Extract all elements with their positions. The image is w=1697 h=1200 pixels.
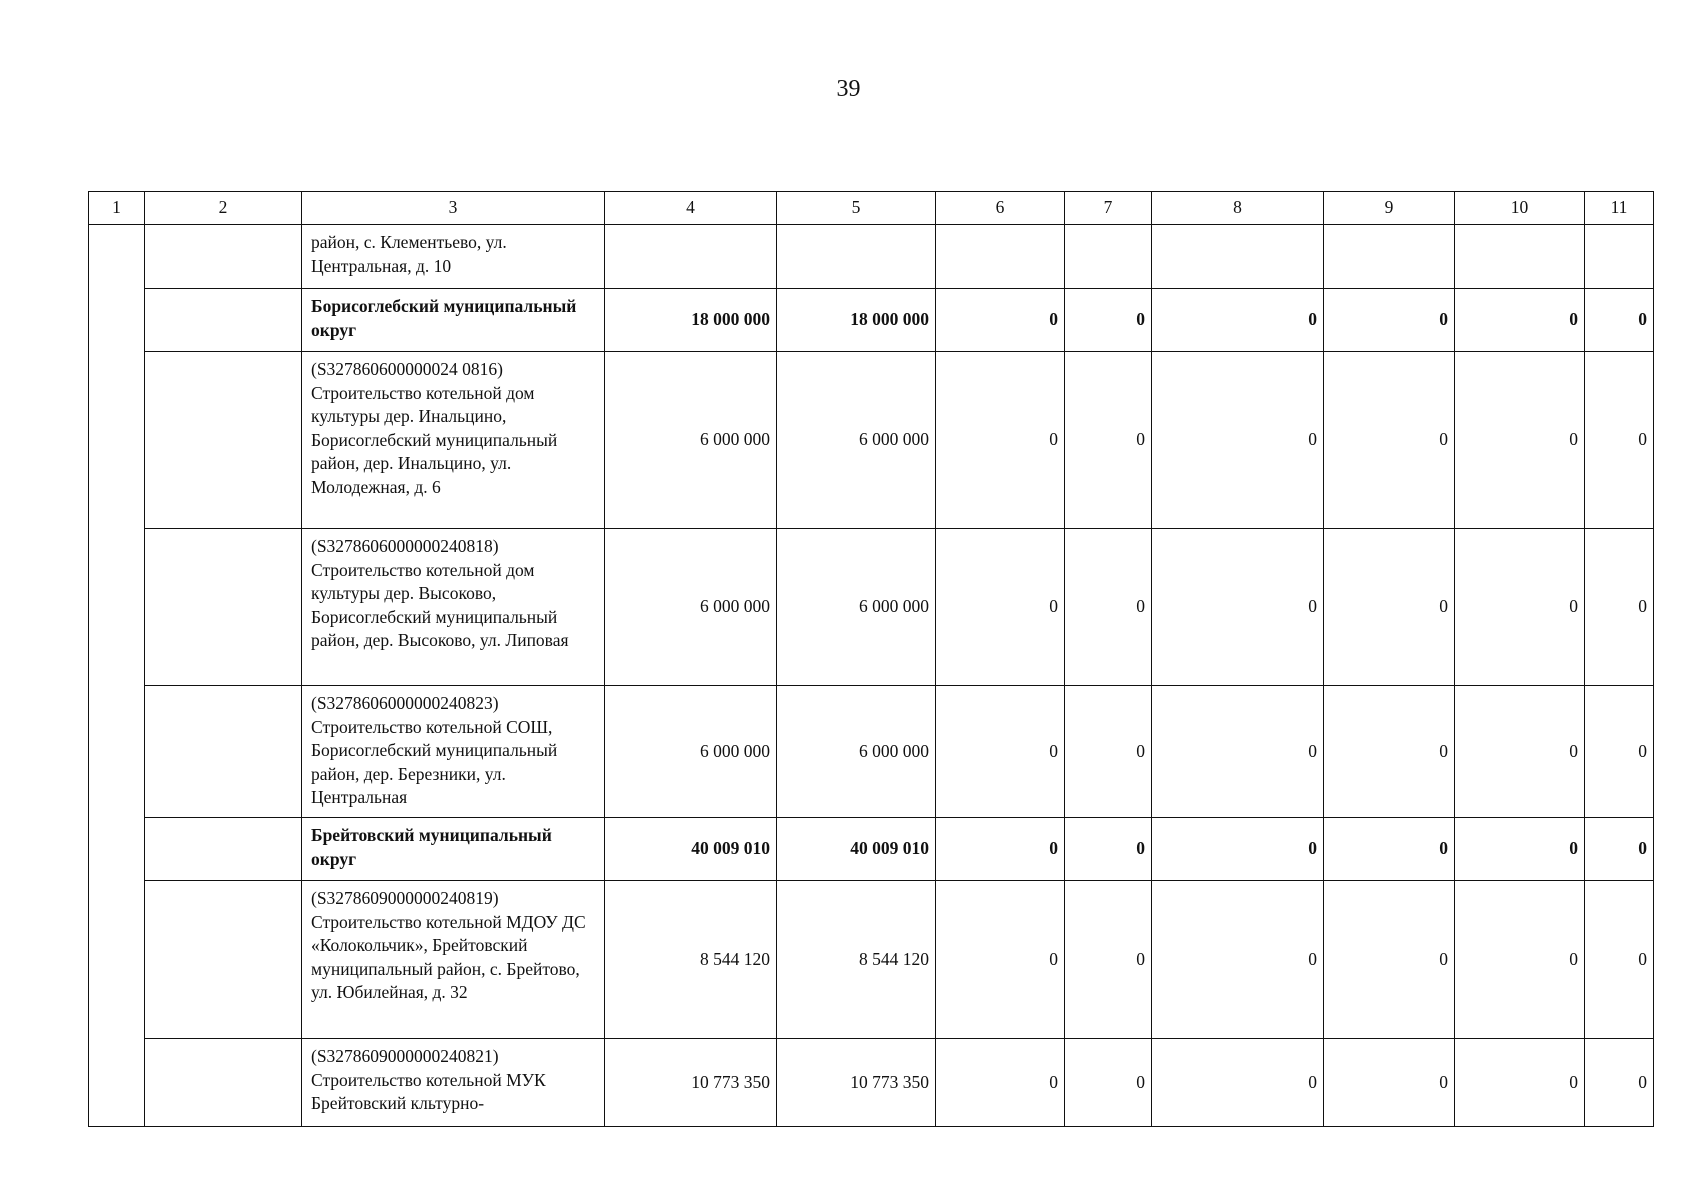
value-cell-col-10 xyxy=(1455,225,1585,289)
column-2-cell xyxy=(145,225,302,289)
value-cell-col-9: 0 xyxy=(1324,289,1455,352)
column-2-cell xyxy=(145,352,302,529)
column-2-cell xyxy=(145,1039,302,1127)
value-cell-col-9: 0 xyxy=(1324,818,1455,881)
table-row xyxy=(89,881,1654,1039)
value-cell-col-4 xyxy=(605,225,777,289)
header-cell-5: 5 xyxy=(777,192,936,225)
header-cell-11: 11 xyxy=(1585,192,1654,225)
header-cell-1: 1 xyxy=(89,192,145,225)
value-cell-col-10: 0 xyxy=(1455,289,1585,352)
header-cell-9: 9 xyxy=(1324,192,1455,225)
table-row xyxy=(89,225,1654,289)
header-cell-7: 7 xyxy=(1065,192,1152,225)
value-cell-col-9: 0 xyxy=(1324,352,1455,529)
value-cell-col-8: 0 xyxy=(1152,686,1324,818)
row-description: (S3278606000000240823) Строительство котельной СОШ, Борисоглебский муниципальный район, дер. Березники, ул. Центральная xyxy=(302,686,605,818)
value-cell-col-11: 0 xyxy=(1585,686,1654,818)
table-row xyxy=(89,289,1654,352)
value-cell-col-4: 10 773 350 xyxy=(605,1039,777,1127)
value-cell-col-6 xyxy=(936,225,1065,289)
value-cell-col-6: 0 xyxy=(936,1039,1065,1127)
value-cell-col-10: 0 xyxy=(1455,352,1585,529)
value-cell-col-6: 0 xyxy=(936,289,1065,352)
header-cell-10: 10 xyxy=(1455,192,1585,225)
value-cell-col-6: 0 xyxy=(936,881,1065,1039)
value-cell-col-8: 0 xyxy=(1152,352,1324,529)
page-number: 39 xyxy=(836,76,861,102)
column-1-cell xyxy=(89,225,145,1127)
value-cell-col-11: 0 xyxy=(1585,289,1654,352)
value-cell-col-11: 0 xyxy=(1585,352,1654,529)
value-cell-col-11: 0 xyxy=(1585,881,1654,1039)
row-description: район, с. Клементьево, ул. Центральная, д. 10 xyxy=(302,225,605,289)
value-cell-col-10: 0 xyxy=(1455,529,1585,686)
header-row xyxy=(89,192,1654,225)
value-cell-col-7 xyxy=(1065,225,1152,289)
value-cell-col-4: 8 544 120 xyxy=(605,881,777,1039)
value-cell-col-9 xyxy=(1324,225,1455,289)
row-description: (S327860600000024 0816) Строительство котельной дом культуры дер. Инальцино, Борисоглебский муниципальный район, дер. Инальцино, ул. Молодежная, д. 6 xyxy=(302,352,605,529)
value-cell-col-11: 0 xyxy=(1585,529,1654,686)
value-cell-col-10: 0 xyxy=(1455,818,1585,881)
value-cell-col-9: 0 xyxy=(1324,686,1455,818)
table-row xyxy=(89,818,1654,881)
table-body xyxy=(89,225,1654,1127)
header-cell-8: 8 xyxy=(1152,192,1324,225)
value-cell-col-10: 0 xyxy=(1455,881,1585,1039)
value-cell-col-7: 0 xyxy=(1065,818,1152,881)
column-2-cell xyxy=(145,818,302,881)
value-cell-col-4: 40 009 010 xyxy=(605,818,777,881)
value-cell-col-5: 6 000 000 xyxy=(777,352,936,529)
table-row xyxy=(89,352,1654,529)
value-cell-col-9: 0 xyxy=(1324,881,1455,1039)
column-2-cell xyxy=(145,529,302,686)
value-cell-col-10: 0 xyxy=(1455,1039,1585,1127)
column-2-cell xyxy=(145,686,302,818)
value-cell-col-7: 0 xyxy=(1065,352,1152,529)
column-2-cell xyxy=(145,289,302,352)
value-cell-col-5: 40 009 010 xyxy=(777,818,936,881)
header-cell-6: 6 xyxy=(936,192,1065,225)
value-cell-col-4: 6 000 000 xyxy=(605,529,777,686)
table-row xyxy=(89,686,1654,818)
row-description: (S3278606000000240818) Строительство котельной дом культуры дер. Высоково, Борисоглебский муниципальный район, дер. Высоково, ул. Липовая xyxy=(302,529,605,686)
value-cell-col-4: 6 000 000 xyxy=(605,686,777,818)
value-cell-col-5: 8 544 120 xyxy=(777,881,936,1039)
value-cell-col-11: 0 xyxy=(1585,818,1654,881)
value-cell-col-11: 0 xyxy=(1585,1039,1654,1127)
value-cell-col-6: 0 xyxy=(936,686,1065,818)
value-cell-col-7: 0 xyxy=(1065,289,1152,352)
value-cell-col-9: 0 xyxy=(1324,1039,1455,1127)
value-cell-col-5 xyxy=(777,225,936,289)
value-cell-col-7: 0 xyxy=(1065,529,1152,686)
value-cell-col-6: 0 xyxy=(936,818,1065,881)
value-cell-col-7: 0 xyxy=(1065,881,1152,1039)
value-cell-col-8 xyxy=(1152,225,1324,289)
value-cell-col-10: 0 xyxy=(1455,686,1585,818)
value-cell-col-5: 6 000 000 xyxy=(777,686,936,818)
value-cell-col-6: 0 xyxy=(936,529,1065,686)
value-cell-col-7: 0 xyxy=(1065,1039,1152,1127)
value-cell-col-9: 0 xyxy=(1324,529,1455,686)
header-cell-2: 2 xyxy=(145,192,302,225)
value-cell-col-4: 6 000 000 xyxy=(605,352,777,529)
value-cell-col-8: 0 xyxy=(1152,289,1324,352)
table-row xyxy=(89,1039,1654,1127)
value-cell-col-4: 18 000 000 xyxy=(605,289,777,352)
header-cell-3: 3 xyxy=(302,192,605,225)
value-cell-col-6: 0 xyxy=(936,352,1065,529)
table-row xyxy=(89,529,1654,686)
value-cell-col-5: 6 000 000 xyxy=(777,529,936,686)
value-cell-col-8: 0 xyxy=(1152,818,1324,881)
value-cell-col-11 xyxy=(1585,225,1654,289)
value-cell-col-8: 0 xyxy=(1152,881,1324,1039)
value-cell-col-5: 10 773 350 xyxy=(777,1039,936,1127)
value-cell-col-8: 0 xyxy=(1152,1039,1324,1127)
header-cell-4: 4 xyxy=(605,192,777,225)
budget-table xyxy=(88,191,1654,1127)
column-2-cell xyxy=(145,881,302,1039)
row-description: Борисоглебский муниципальный округ xyxy=(302,289,605,352)
row-description: (S3278609000000240821) Строительство котельной МУК Брейтовский кльтурно- xyxy=(302,1039,605,1127)
value-cell-col-7: 0 xyxy=(1065,686,1152,818)
row-description: Брейтовский муниципальный округ xyxy=(302,818,605,881)
value-cell-col-8: 0 xyxy=(1152,529,1324,686)
value-cell-col-5: 18 000 000 xyxy=(777,289,936,352)
row-description: (S3278609000000240819) Строительство котельной МДОУ ДС «Колокольчик», Брейтовский муниципальный район, с. Брейтово, ул. Юбилейная, д. 32 xyxy=(302,881,605,1039)
